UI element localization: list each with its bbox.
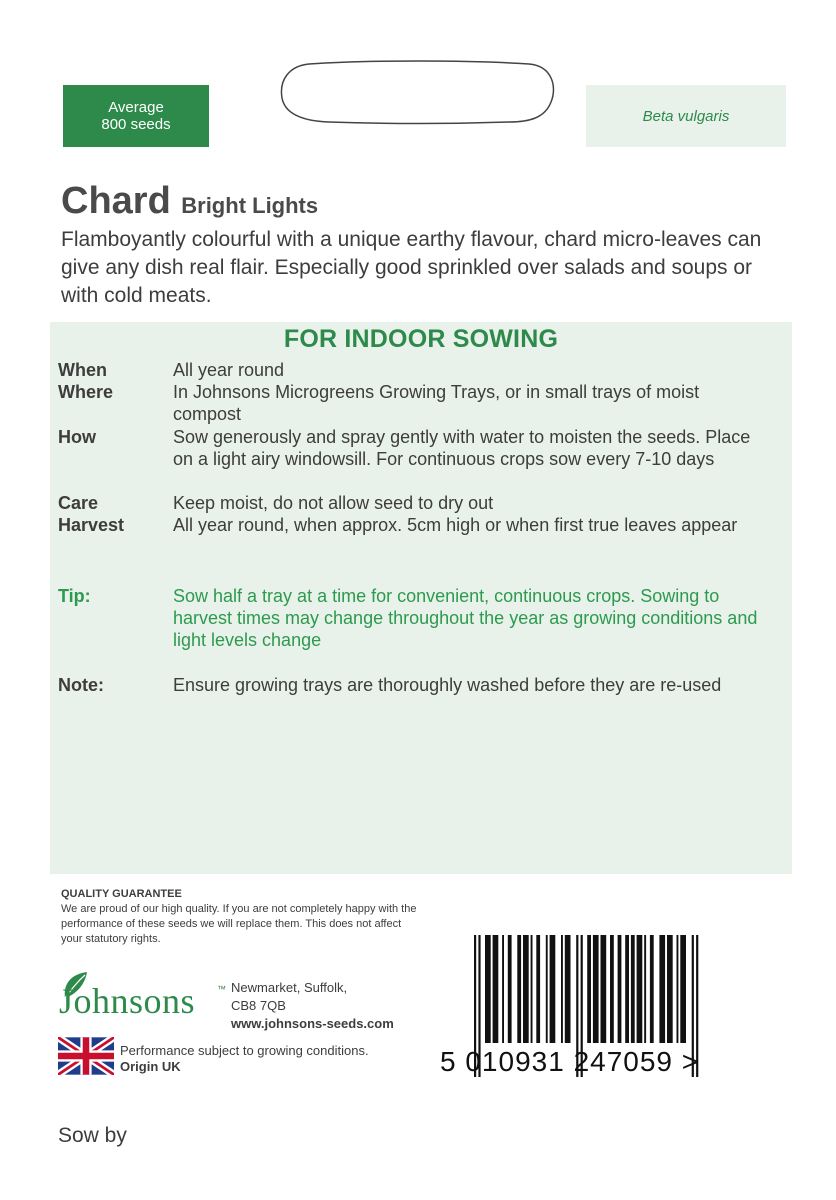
barcode-bar xyxy=(546,935,548,1043)
barcode-bar xyxy=(508,935,512,1043)
instruction-label: How xyxy=(58,427,96,447)
barcode-bar xyxy=(637,935,643,1043)
seed-count-badge xyxy=(63,85,209,147)
barcode-digits: 5 010931 247059 > xyxy=(440,1046,700,1077)
barcode-bar xyxy=(587,935,591,1043)
product-description: Flamboyantly colourful with a unique earthy flavour, chard micro-leaves can give any dish real flair. Especially good sprinkled over salads and soups or with cold meats. xyxy=(61,228,762,307)
variety-name: Bright Lights xyxy=(181,193,319,218)
barcode-bar xyxy=(561,935,563,1043)
barcode-bar xyxy=(531,935,533,1043)
barcode-bar xyxy=(523,935,529,1043)
seed-count-line1: Average xyxy=(108,99,164,116)
barcode-bar xyxy=(644,935,646,1043)
barcode-bar xyxy=(502,935,504,1043)
product-title xyxy=(61,180,318,223)
performance-statement xyxy=(120,1043,369,1075)
instruction-value: All year round xyxy=(173,360,285,380)
sowing-heading: FOR INDOOR SOWING xyxy=(283,325,559,353)
brand-name: Johnsons xyxy=(59,981,196,1021)
barcode-bar xyxy=(659,935,665,1043)
instruction-value: All year round, when approx. 5cm high or when first true leaves appear xyxy=(173,515,738,535)
instruction-value: In Johnsons Microgreens Growing Trays, or in small trays of moist compost xyxy=(173,382,700,424)
barcode-bar xyxy=(517,935,521,1043)
instruction-label: Care xyxy=(58,493,99,513)
quality-guarantee xyxy=(61,887,421,947)
tip-value: Sow half a tray at a time for convenient, continuous crops. Sowing to harvest times may change throughout the year as growing conditions and light levels change xyxy=(173,586,758,650)
barcode-bar xyxy=(565,935,571,1043)
barcode-bar xyxy=(625,935,629,1043)
latin-name: Beta vulgaris xyxy=(642,107,730,125)
instruction-label: When xyxy=(58,360,107,380)
guarantee-title: QUALITY GUARANTEE xyxy=(61,888,182,900)
trademark-symbol: ™ xyxy=(217,984,226,994)
barcode-bar xyxy=(536,935,540,1043)
seed-count-line2: 800 seeds xyxy=(101,116,171,133)
website-link[interactable]: www.johnsons-seeds.com xyxy=(231,1016,394,1031)
barcode-bar xyxy=(677,935,679,1043)
johnsons-logo xyxy=(57,970,227,1030)
address-line1: Newmarket, Suffolk, xyxy=(231,980,348,995)
note-label: Note: xyxy=(58,675,104,695)
barcode-bar xyxy=(550,935,556,1043)
instruction-label: Where xyxy=(58,382,114,402)
barcode-bar xyxy=(493,935,499,1043)
barcode-bar xyxy=(680,935,686,1043)
sow-by-label: Sow by xyxy=(58,1124,127,1147)
origin-label: Origin UK xyxy=(120,1059,181,1074)
barcode-bar xyxy=(667,935,673,1043)
note-value: Ensure growing trays are thoroughly washed before they are re-used xyxy=(173,675,722,695)
tip-label: Tip: xyxy=(58,586,91,606)
instruction-value: Keep moist, do not allow seed to dry out xyxy=(173,493,494,513)
barcode-bar xyxy=(650,935,654,1043)
barcode-bar xyxy=(601,935,607,1043)
union-jack-flag-icon xyxy=(58,1037,114,1075)
latin-name-box xyxy=(586,85,786,147)
performance-text: Performance subject to growing conditions. xyxy=(120,1043,369,1058)
guarantee-text: We are proud of our high quality. If you are not completely happy with the performance of these seeds we will replace them. This does not affect your statutory rights. xyxy=(61,903,417,945)
instruction-label: Harvest xyxy=(58,515,125,535)
company-address xyxy=(231,979,394,1033)
sowing-instructions-panel xyxy=(50,322,792,874)
product-name: Chard xyxy=(61,180,171,222)
barcode-bar xyxy=(485,935,491,1043)
barcode-bar xyxy=(631,935,635,1043)
instruction-value: Sow generously and spray gently with water to moisten the seeds. Place on a light airy windowsill. For continuous crops sow every 7-10 days xyxy=(173,427,751,469)
barcode-bar xyxy=(593,935,599,1043)
barcode-bar xyxy=(618,935,622,1043)
address-line2: CB8 7QB xyxy=(231,998,286,1013)
packet-window-outline xyxy=(279,58,557,126)
barcode-bar xyxy=(610,935,614,1043)
